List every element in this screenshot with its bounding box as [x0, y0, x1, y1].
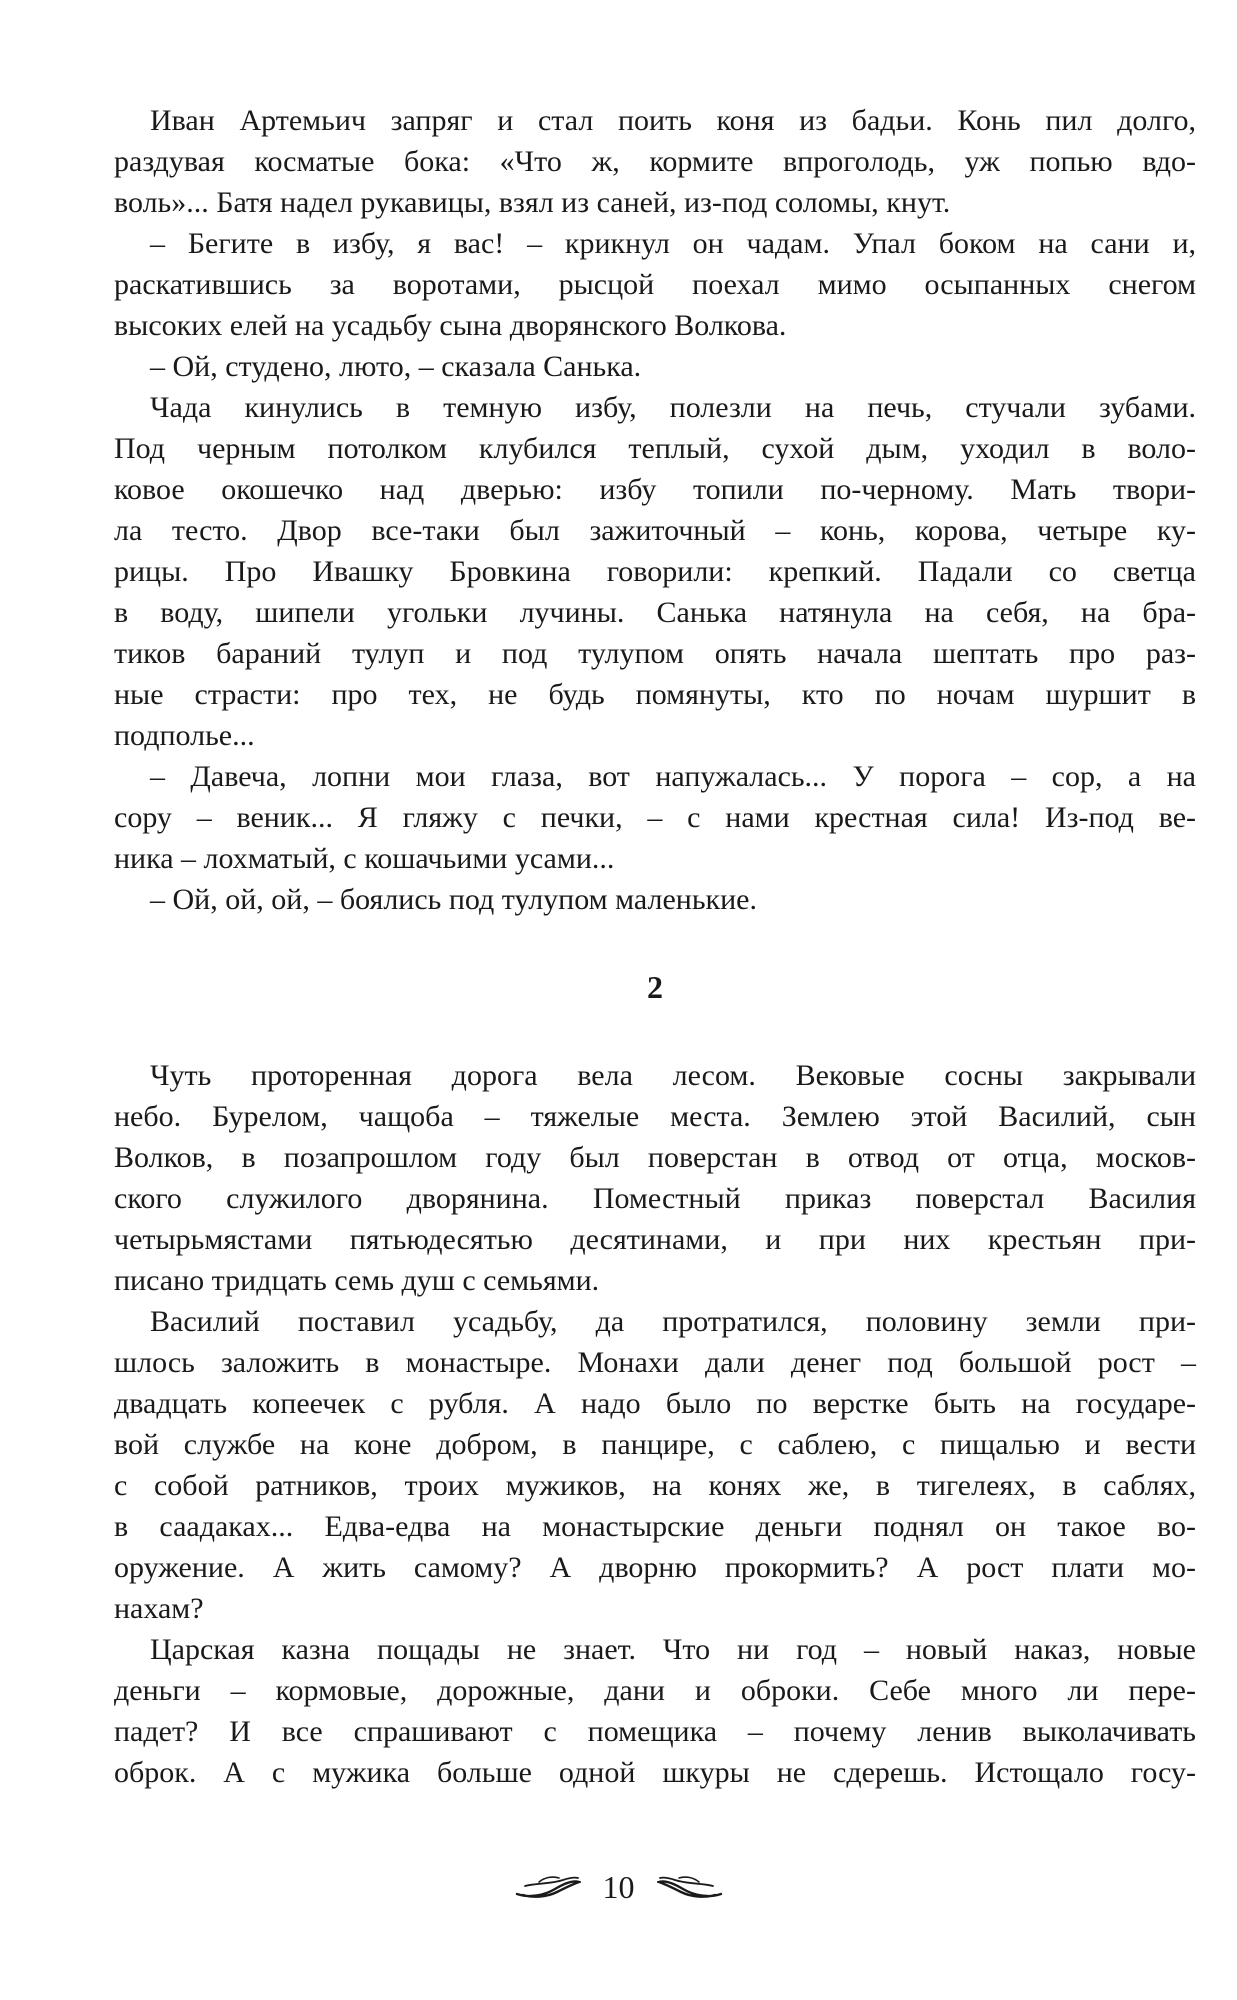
paragraph	[114, 879, 1196, 920]
text-line: сору – веник... Я гляжу с печки, – с нами крестная сила! Из-под ве-	[114, 801, 1196, 834]
flourish-left-icon	[515, 1874, 581, 1900]
text-line: ные страсти: про тех, не будь помянуты, кто по ночам шуршит в	[114, 678, 1196, 711]
text-line: в воду, шипели угольки лучины. Санька натянула на себя, на бра-	[114, 596, 1196, 629]
text-line: Василий поставил усадьбу, да протратился, половину земли при-	[150, 1305, 1196, 1338]
page-body	[114, 100, 1196, 1793]
page-number: 10	[602, 1869, 635, 1905]
text-line: – Ой, ой, ой, – боялись под тулупом маленькие.	[150, 883, 757, 916]
text-line: высоких елей на усадьбу сына дворянского Волкова.	[114, 309, 787, 342]
text-line: оброк. А с мужика больше одной шкуры не сдерешь. Истощало госу-	[114, 1756, 1196, 1789]
text-line: ника – лохматый, с кошачьими усами...	[114, 842, 615, 875]
flourish-right-icon	[657, 1874, 723, 1900]
paragraph	[114, 756, 1196, 879]
text-line: оружение. А жить самому? А дворню прокормить? А рост плати мо-	[114, 1551, 1196, 1584]
text-line: ковое окошечко над дверью: избу топили по-черному. Мать твори-	[114, 473, 1196, 506]
text-line: Чуть проторенная дорога вела лесом. Вековые сосны закрывали	[150, 1059, 1196, 1092]
text-line: в саадаках... Едва-едва на монастырские деньги поднял он такое во-	[114, 1510, 1196, 1543]
text-line: тиков бараний тулуп и под тулупом опять начала шептать про раз-	[114, 637, 1196, 670]
paragraph	[114, 223, 1196, 346]
text-line: Под черным потолком клубился теплый, сухой дым, уходил в воло-	[114, 432, 1196, 465]
text-line: падет? И все спрашивают с помещика – почему ленив выколачивать	[114, 1715, 1196, 1748]
text-line: – Давеча, лопни мои глаза, вот напужалась... У порога – сор, а на	[150, 760, 1196, 793]
text-line: нахам?	[114, 1592, 204, 1625]
page-footer	[0, 1862, 1237, 1912]
chapter-number: 2	[647, 969, 663, 1005]
text-block-after-heading	[114, 1055, 1196, 1793]
text-line: с собой ратников, троих мужиков, на конях же, в тигелеях, в саблях,	[114, 1469, 1196, 1502]
text-line: двадцать копеечек с рубля. А надо было по верстке быть на государе-	[114, 1387, 1196, 1420]
text-line: – Бегите в избу, я вас! – крикнул он чадам. Упал боком на сани и,	[150, 227, 1196, 260]
text-line: рицы. Про Ивашку Бровкина говорили: крепкий. Падали со светца	[114, 555, 1196, 588]
text-line: воль»... Батя надел рукавицы, взял из саней, из-под соломы, кнут.	[114, 186, 951, 219]
paragraph	[114, 100, 1196, 223]
text-line: ского служилого дворянина. Поместный приказ поверстал Василия	[114, 1182, 1196, 1215]
text-line: Чада кинулись в темную избу, полезли на печь, стучали зубами.	[150, 391, 1196, 424]
paragraph	[114, 387, 1196, 756]
text-line: – Ой, студено, люто, – сказала Санька.	[150, 350, 642, 383]
text-line: шлось заложить в монастыре. Монахи дали денег под большой рост –	[114, 1346, 1196, 1379]
text-line: небо. Бурелом, чащоба – тяжелые места. Землею этой Василий, сын	[114, 1100, 1196, 1133]
text-line: деньги – кормовые, дорожные, дани и оброки. Себе много ли пере-	[114, 1674, 1196, 1707]
text-line: вой службе на коне добром, в панцире, с саблею, с пищалью и вести	[114, 1428, 1196, 1461]
text-line: четырьмястами пятьюдесятью десятинами, и при них крестьян при-	[114, 1223, 1196, 1256]
text-line: Иван Артемьич запряг и стал поить коня из бадьи. Конь пил долго,	[150, 104, 1196, 137]
paragraph	[114, 346, 1196, 387]
text-line: ла тесто. Двор все-таки был зажиточный – конь, корова, четыре ку-	[114, 514, 1196, 547]
text-line: Волков, в позапрошлом году был поверстан в отвод от отца, москов-	[114, 1141, 1196, 1174]
text-line: писано тридцать семь душ с семьями.	[114, 1264, 600, 1297]
paragraph	[114, 1629, 1196, 1793]
text-line: Царская казна пощады не знает. Что ни год – новый наказ, новые	[150, 1633, 1196, 1666]
text-line: раскатившись за воротами, рысцой поехал мимо осыпанных снегом	[114, 268, 1196, 301]
paragraph	[114, 1301, 1196, 1629]
text-line: раздувая косматые бока: «Что ж, кормите впроголодь, уж попью вдо-	[114, 145, 1196, 178]
paragraph	[114, 1055, 1196, 1301]
text-block-before-heading	[114, 100, 1196, 920]
text-line: подполье...	[114, 719, 255, 752]
